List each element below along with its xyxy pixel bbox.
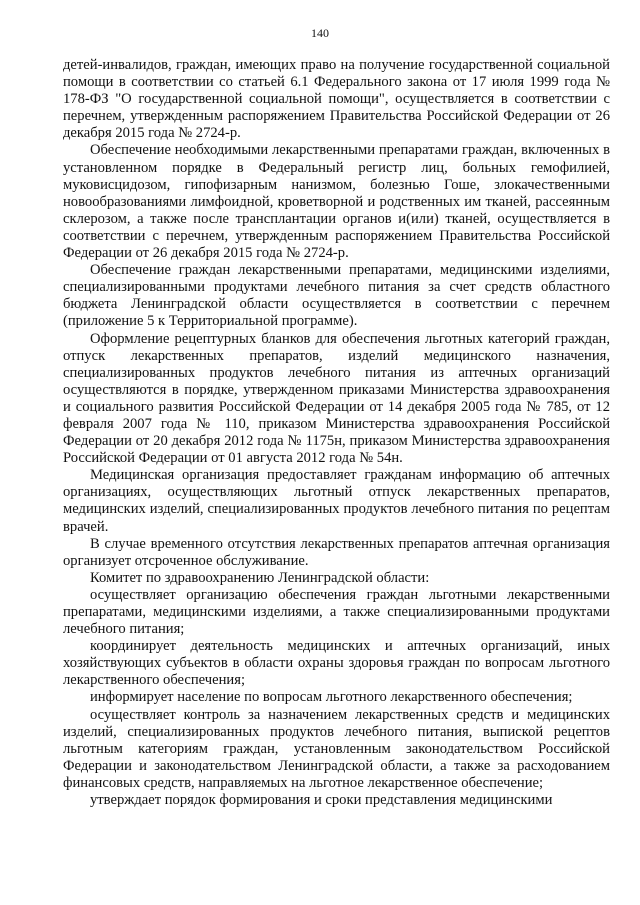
paragraph-committee-informs: информирует население по вопросам льготного лекарственного обеспечения; [90, 689, 573, 706]
paragraph-committee-controls: осуществляет контроль за назначением лекарственных средств и медицинских изделий, специализированных продуктов лечебного питания, выпиской рецептов льготным категориям граждан, установленным законодательством Российской Федерации и законодательством Ленинградской области, а также за расходованием финансовых средств, направляемых на льготное лекарственное обеспечение; [63, 706, 610, 791]
paragraph-prescription-forms: Оформление рецептурных бланков для обеспечения льготных категорий граждан, отпуск лекарственных препаратов, изделий медицинского назначения, специализированных продуктов лечебного питания из аптечных организаций осуществляются в порядке, утвержденном приказами Министерства здравоохранения и социального развития Российской Федерации от 14 декабря 2005 года № 785, от 12 февраля 2007 года № 110, приказом Министерства здравоохранения Российской Федерации от 20 декабря 2012 года № 1175н, приказом Министерства здравоохранения Российской Федерации от 01 августа 2012 года № 54н. [63, 330, 610, 467]
page-number: 140 [311, 26, 329, 40]
paragraph-federal-register: Обеспечение необходимыми лекарственными препаратами граждан, включенных в установленном порядке в Федеральный регистр лиц, больных гемофилией, муковисцидозом, гипофизарным нанизмом, болезнью Гоше, злокачественными новообразованиями лимфоидной, кроветворной и родственных им тканей, рассеянным склерозом, а также после трансплантации органов и(или) тканей, осуществляется в соответствии с перечнем, утвержденным распоряжением Правительства Российской Федерации от 26 декабря 2015 года № 2724-р. [63, 142, 610, 262]
paragraph-committee-coordinates: координирует деятельность медицинских и аптечных организаций, иных хозяйствующих субъектов в области охраны здоровья граждан по вопросам льготного лекарственного обеспечения; [63, 638, 610, 689]
paragraph-pharmacy-info: Медицинская организация предоставляет гражданам информацию об аптечных организациях, осуществляющих льготный отпуск лекарственных препаратов, медицинских изделий, специализированных продуктов лечебного питания по рецептам врачей. [63, 467, 610, 535]
paragraph-deferred-service: В случае временного отсутствия лекарственных препаратов аптечная организация организует отсроченное обслуживание. [63, 535, 610, 569]
paragraph-committee-organizes: осуществляет организацию обеспечения граждан льготными лекарственными препаратами, медицинскими изделиями, а также специализированными продуктами лечебного питания; [63, 586, 610, 638]
paragraph-continuation: детей-инвалидов, граждан, имеющих право на получение государственной социальной помощи в соответствии со статьей 6.1 Федерального закона от 17 июля 1999 года № 178-ФЗ "О государственной социальной помощи", осуществляется в соответствии с перечнем, утвержденным распоряжением Правительства Российской Федерации от 26 декабря 2015 года № 2724-р. [63, 57, 610, 142]
document-body [63, 57, 610, 809]
paragraph-committee-approves: утверждает порядок формирования и сроки представления медицинскими [90, 792, 553, 809]
paragraph-committee-heading: Комитет по здравоохранению Ленинградской области: [90, 569, 430, 586]
paragraph-regional-budget: Обеспечение граждан лекарственными препаратами, медицинскими изделиями, специализированными продуктами лечебного питания за счет средств областного бюджета Ленинградской области осуществляется в соответствии с перечнем (приложение 5 к Территориальной программе). [63, 262, 610, 330]
